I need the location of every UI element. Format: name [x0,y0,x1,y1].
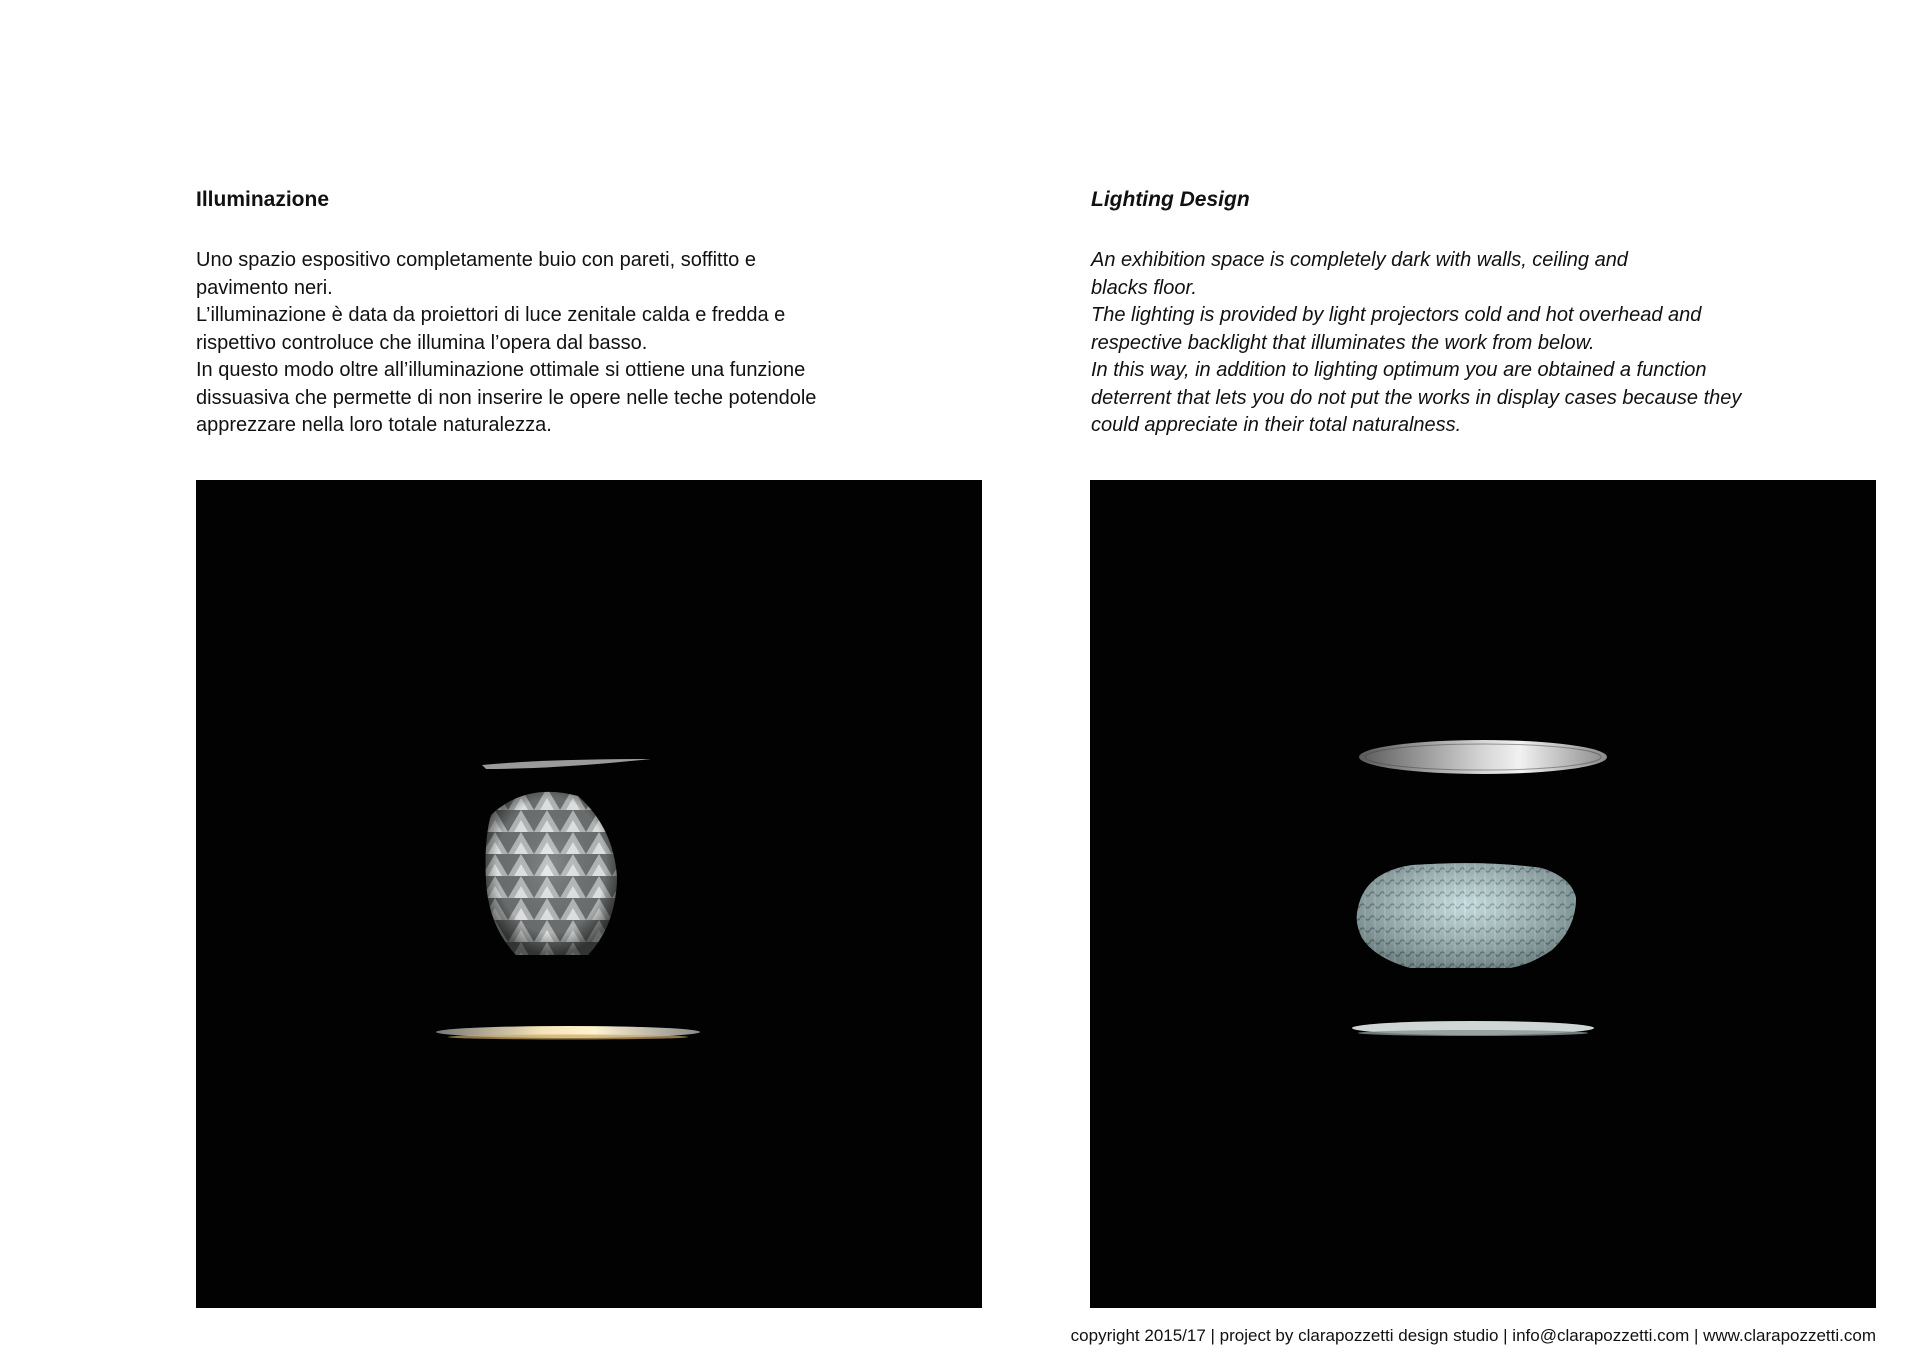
english-line: An exhibition space is completely dark with walls, ceiling and [1091,249,1628,271]
english-line: deterrent that lets you do not put the works in display cases because they [1091,386,1742,409]
italian-line: apprezzare nella loro totale naturalezza. [196,414,552,436]
english-line: respective backlight that illuminates the work from below. [1091,331,1595,354]
english-paragraph [1091,247,1881,440]
italian-line: pavimento neri. [196,276,333,299]
vessel-sculpture-photo [1090,480,1876,1308]
english-heading: Lighting Design [1091,188,1250,211]
italian-line: L’illuminazione è data da proiettori di luce zenitale calda e fredda e [196,304,786,326]
crystal-sculpture-photo [196,480,982,1308]
english-line: could appreciate in their total naturalness. [1091,414,1462,436]
english-line: blacks floor. [1091,276,1197,299]
english-line: The lighting is provided by light projectors cold and hot overhead and [1091,304,1702,326]
italian-line: rispettivo controluce che illumina l’opera dal basso. [196,331,648,354]
vessel-sculpture-illustration [1090,480,1876,1308]
italian-heading: Illuminazione [196,188,330,211]
english-text-column [1091,186,1881,440]
english-line: In this way, in addition to lighting optimum you are obtained a function [1091,359,1707,381]
italian-paragraph [196,247,986,440]
crystal-sculpture-illustration [196,480,982,1308]
italian-line: In questo modo oltre all’illuminazione ottimale si ottiene una funzione [196,359,806,381]
italian-text-column [196,186,986,440]
italian-line: Uno spazio espositivo completamente buio con pareti, soffitto e [196,249,756,271]
italian-line: dissuasiva che permette di non inserire le opere nelle teche potendole [196,386,817,409]
copyright-footer: copyright 2015/17 | project by clarapozzetti design studio | info@clarapozzetti.com | www.clarapozzetti.com [1070,1326,1876,1345]
